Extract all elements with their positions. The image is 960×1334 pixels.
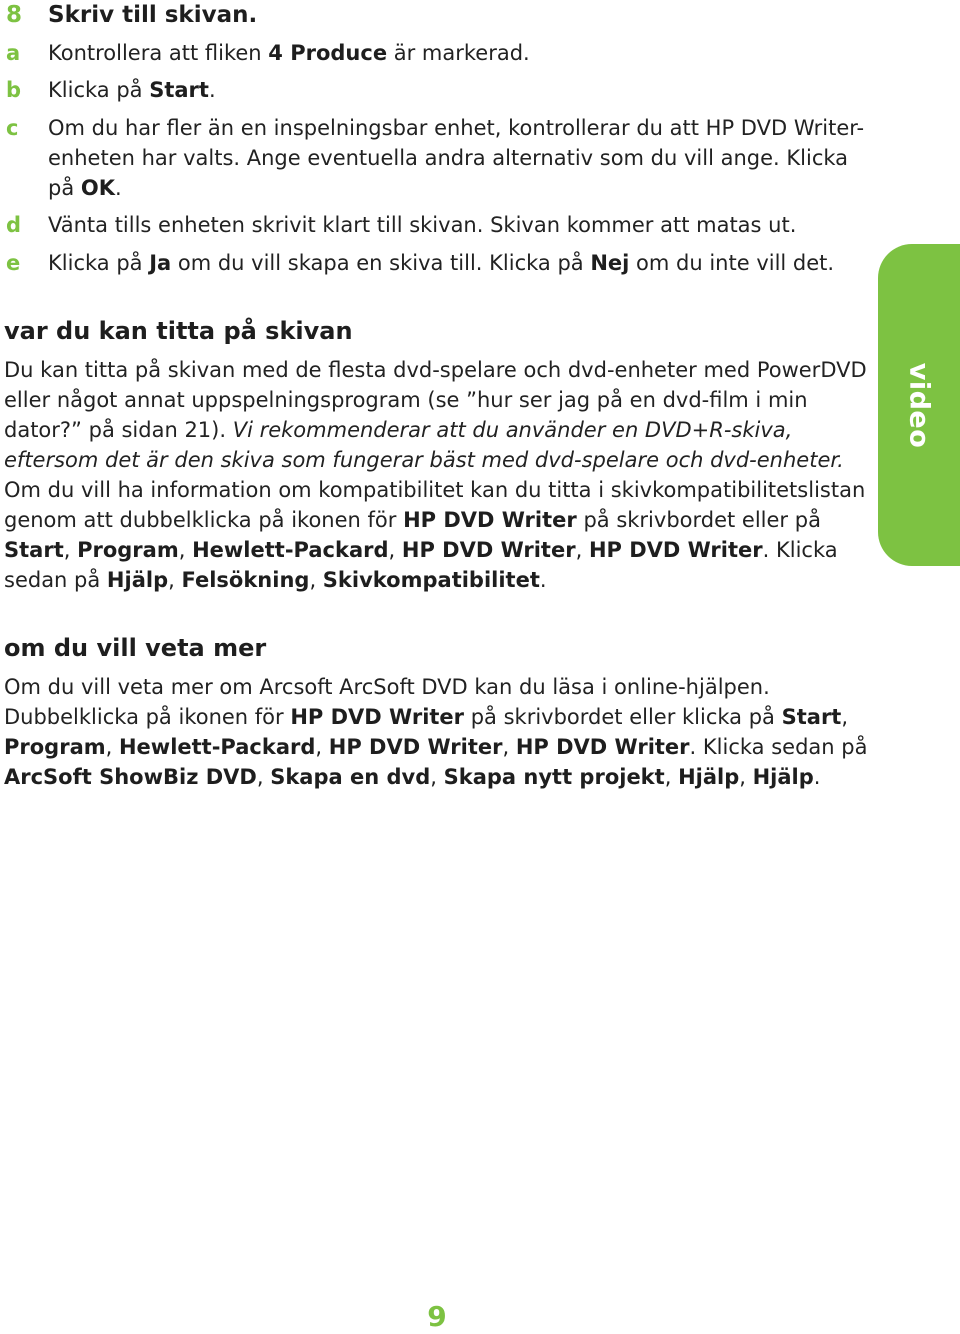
- bold-term: Hjälp: [752, 765, 814, 789]
- text-run: Klicka på: [48, 251, 150, 275]
- step-text: [48, 0, 868, 30]
- text-run: .: [539, 568, 547, 592]
- bold-term: Hjälp: [678, 765, 740, 789]
- section-heading-learn-more: om du vill veta mer: [4, 634, 267, 662]
- bold-term: ArcSoft ShowBiz DVD: [4, 765, 257, 789]
- bold-term: HP DVD Writer: [328, 735, 503, 759]
- text-run: Vänta tills enheten skrivit klart till skivan. Skivan kommer att matas ut.: [48, 213, 797, 237]
- bold-term: Skapa en dvd: [270, 765, 431, 789]
- text-run: ,: [309, 568, 323, 592]
- bold-term: Felsökning: [181, 568, 310, 592]
- text-run: ,: [841, 705, 849, 729]
- text-run: Om du vill ha information om kompatibilitet kan du titta i skivkompatibilitetslistan genom att dubbelklicka på ikonen för: [4, 478, 866, 532]
- text-run: ,: [739, 765, 753, 789]
- text-run: på skrivbordet eller på: [576, 508, 821, 532]
- text-run: ,: [178, 538, 193, 562]
- bold-term: Skivkompatibilitet: [322, 568, 540, 592]
- bold-term: HP DVD Writer: [588, 538, 763, 562]
- step-label: d: [6, 213, 22, 237]
- text-run: ,: [575, 538, 589, 562]
- text-run: ,: [168, 568, 182, 592]
- step-text: [48, 248, 868, 278]
- step-text: [48, 210, 868, 240]
- bold-term: HP DVD Writer: [401, 538, 576, 562]
- step-label: e: [6, 251, 21, 275]
- italic-text: Vi rekommenderar att du använder en DVD+R-skiva, eftersom det är den skiva som fungerar bäst med dvd-spelare och dvd-enheter.: [4, 418, 844, 472]
- side-tab-label: [878, 244, 960, 566]
- text-run: .: [115, 176, 122, 200]
- text-run: på skrivbordet eller klicka på: [464, 705, 782, 729]
- bold-term: Program: [77, 538, 179, 562]
- text-run: ,: [105, 735, 119, 759]
- bold-term: HP DVD Writer: [403, 508, 577, 532]
- step-label: c: [6, 116, 19, 140]
- bold-term: HP DVD Writer: [290, 705, 465, 729]
- bold-term: Start: [781, 705, 842, 729]
- bold-term: Skapa nytt projekt: [443, 765, 665, 789]
- step-text: [48, 38, 868, 68]
- side-tab-text: video: [903, 362, 935, 448]
- page-number: 9: [427, 1300, 447, 1333]
- text-run: Skriv till skivan.: [48, 2, 258, 28]
- bold-term: OK: [80, 176, 115, 200]
- bold-term: Nej: [590, 251, 630, 275]
- text-run: om du vill skapa en skiva till. Klicka på: [171, 251, 591, 275]
- text-run: ,: [430, 765, 444, 789]
- section-heading-where-to-watch: var du kan titta på skivan: [4, 317, 353, 345]
- step-text: [48, 113, 868, 203]
- text-run: om du inte vill det.: [629, 251, 835, 275]
- bold-term: Ja: [149, 251, 172, 275]
- text-run: . Klicka sedan på: [4, 538, 838, 592]
- text-run: ,: [388, 538, 402, 562]
- text-run: är markerad.: [387, 41, 530, 65]
- step-label: a: [6, 41, 21, 65]
- bold-term: 4 Produce: [268, 41, 388, 65]
- bold-term: Start: [4, 538, 64, 562]
- step-label: b: [6, 78, 22, 102]
- step-text: [48, 75, 868, 105]
- text-run: Om du har fler än en inspelningsbar enhet, kontrollerar du att HP DVD Writer-enheten har valts. Ange eventuella andra alternativ som du vill ange. Klicka på: [48, 116, 865, 200]
- text-run: .: [208, 78, 216, 102]
- text-run: ,: [63, 538, 78, 562]
- step-label: 8: [6, 2, 23, 28]
- text-run: ,: [664, 765, 679, 789]
- text-run: ,: [502, 735, 516, 759]
- bold-term: Start: [149, 78, 209, 102]
- bold-term: Hjälp: [106, 568, 169, 592]
- section-body-learn-more: [4, 672, 869, 792]
- bold-term: Hewlett-Packard: [118, 735, 316, 759]
- section-body-where-to-watch: [4, 355, 869, 595]
- text-run: ,: [256, 765, 271, 789]
- text-run: Kontrollera att fliken: [48, 41, 269, 65]
- bold-term: HP DVD Writer: [515, 735, 690, 759]
- bold-term: Program: [4, 735, 106, 759]
- text-run: Du kan titta på skivan med de flesta dvd-spelare och dvd-enheter med PowerDVD eller något annat uppspelningsprogram (se ”hur ser jag på en dvd-film i min dator?” på sidan 21).: [4, 358, 867, 442]
- text-run: ,: [315, 735, 329, 759]
- text-run: . Klicka sedan på: [689, 735, 868, 759]
- text-run: Om du vill veta mer om Arcsoft ArcSoft DVD kan du läsa i online-hjälpen. Dubbelklicka på ikonen för: [4, 675, 770, 729]
- text-run: .: [813, 765, 821, 789]
- text-run: Klicka på: [48, 78, 150, 102]
- bold-term: Hewlett-Packard: [192, 538, 389, 562]
